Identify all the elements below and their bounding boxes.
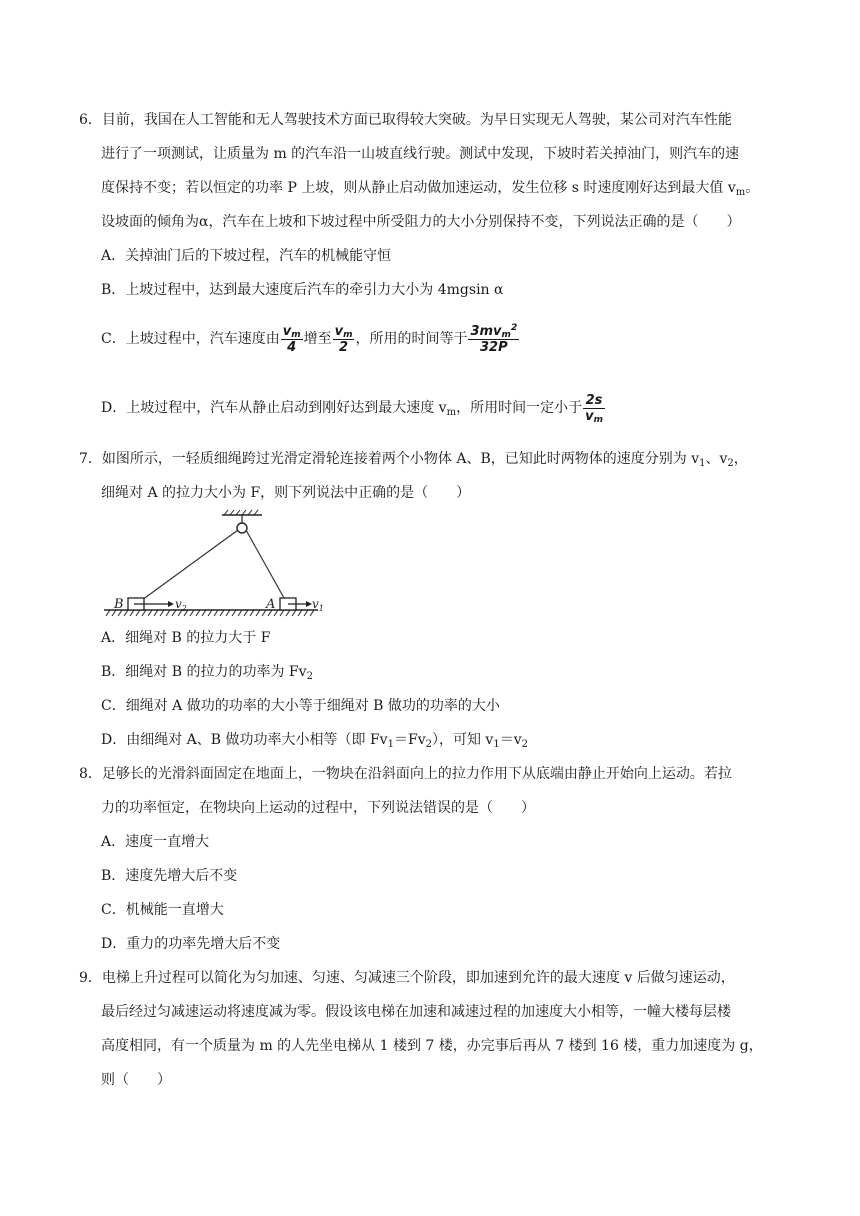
q9-stem-line3: 高度相同，有一个质量为 m 的人先坐电梯从 1 楼到 7 楼，办完事后再从 7 楼到 16 楼，重力加速度为 g， [101, 1038, 763, 1054]
q7-option-d: D．由细绳对 A、B 做功功率大小相等（即 $Fv_1=Fv_2$），可知 $v_1=v_2$ [101, 732, 529, 750]
fraction-vm-over-4: $\frac{v_m}{4}$ [282, 323, 301, 355]
label-a: A [266, 597, 276, 612]
fraction-vm-over-2: $\frac{v_m}{2}$ [334, 323, 353, 355]
q6-option-b: B．上坡过程中，达到最大速度后汽车的牵引力大小为 4mgsin α [101, 282, 504, 298]
label-v1: $v_1$ [312, 597, 324, 613]
q8-option-c: C．机械能一直增大 [101, 902, 224, 918]
arrow-v2-head [168, 601, 174, 607]
q7-option-c: C．细绳对 A 做功的功率的大小等于细绳对 B 做功的功率的大小 [101, 698, 500, 714]
rope-to-b [142, 530, 238, 600]
label-v2: $v_2$ [175, 597, 187, 613]
q9-stem-line4: 则（ ） [101, 1072, 171, 1088]
q6-stem-line1: 6．目前，我国在人工智能和无人驾驶技术方面已取得较大突破。为早日实现无人驾驶，某公司对汽车性能 [79, 112, 732, 128]
q8-option-b: B．速度先增大后不变 [101, 868, 238, 884]
q9-stem-line1: 9．电梯上升过程可以简化为匀加速、匀速、匀减速三个阶段，即加速到允许的最大速度 v 后做匀速运动， [79, 970, 735, 986]
q6-stem-line2: 进行了一项测试，让质量为 m 的汽车沿一山坡直线行驶。测试中发现，下坡时若关掉油门，则汽车的速 [101, 146, 740, 162]
q9-stem-line2: 最后经过匀减速运动将速度减为零。假设该电梯在加速和减速过程的加速度大小相等，一幢大楼每层楼 [101, 1004, 731, 1020]
pulley-wheel [237, 523, 247, 533]
q7-option-a: A．细绳对 B 的拉力大于 F [101, 630, 271, 646]
ground-hatch [106, 610, 314, 616]
q7-stem-line2: 细绳对 A 的拉力大小为 F，则下列说法中正确的是（ ） [101, 485, 471, 501]
q8-option-d: D．重力的功率先增大后不变 [101, 936, 281, 952]
q6-stem-line4: 设坡面的倾角为α，汽车在上坡和下坡过程中所受阻力的大小分别保持不变，下列说法正确的是（ ） [101, 214, 741, 230]
q7-option-b: B．细绳对 B 的拉力的功率为 $Fv_2$ [101, 664, 313, 682]
label-b: B [114, 597, 124, 612]
q6-option-c: C．上坡过程中，汽车速度由 $\frac{v_m}{4}$ 增至 $\frac{v_m}{2}$ ，所用的时间等于 $\frac{3mv_m^2}{32P}$ [101, 322, 518, 355]
pulley-diagram [100, 508, 324, 620]
fraction-3mvm2-over-32p: $\frac{3mv_m^2}{32P}$ [470, 322, 518, 355]
q7-stem-line1: 7．如图所示，一轻质细绳跨过光滑定滑轮连接着两个小物体 A、B，已知此时两物体的速度分别为 $v_1$、$v_2$， [79, 451, 748, 469]
rope-to-a [246, 530, 284, 598]
q6-option-d: D．上坡过程中，汽车从静止启动到刚好达到最大速度 $v_m$，所用时间一定小于 $\frac{2s}{v_m}$ [101, 392, 603, 425]
q8-stem-line2: 力的功率恒定，在物块向上运动的过程中，下列说法错误的是（ ） [101, 800, 535, 816]
q8-option-a: A．速度一直增大 [101, 834, 210, 850]
fraction-2s-over-vm: $\frac{2s}{v_m}$ [585, 392, 603, 425]
q6-stem-line3: 度保持不变；若以恒定的功率 P 上坡，则从静止启动做加速运动，发生位移 s 时速度刚好达到最大值 $v_m$。 [101, 180, 760, 198]
q8-stem-line1: 8．足够长的光滑斜面固定在地面上，一物块在沿斜面向上的拉力作用下从底端由静止开始向上运动。若拉 [79, 766, 732, 782]
q6-option-a: A．关掉油门后的下坡过程，汽车的机械能守恒 [101, 248, 392, 264]
